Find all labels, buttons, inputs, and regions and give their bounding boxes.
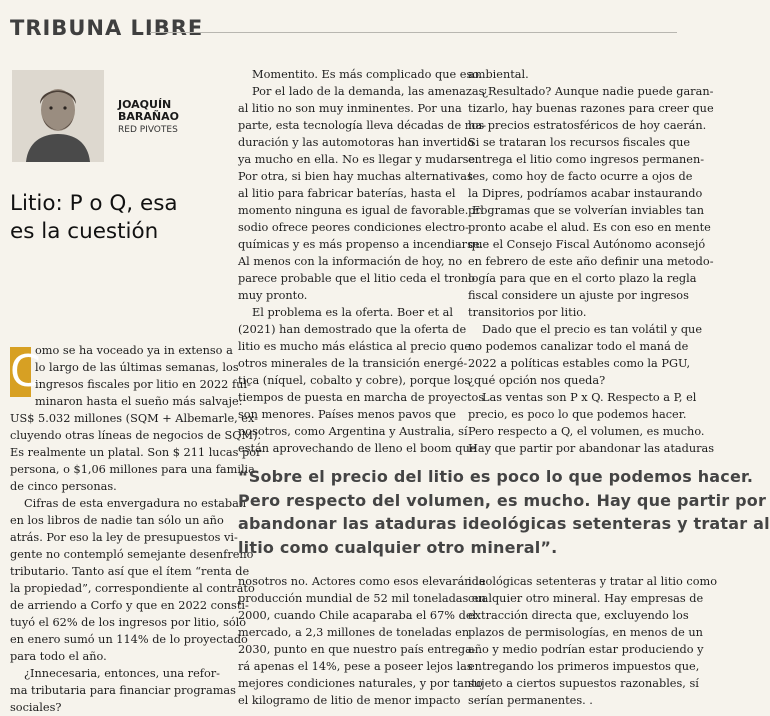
- text-line: parece probable que el litio ceda el trono: [238, 272, 475, 285]
- text-line: cluyendo otras líneas de negocios de SQM).: [10, 429, 262, 442]
- text-line: están aprovechando de lleno el boom que: [238, 442, 477, 455]
- text-line: lo largo de las últimas semanas, los: [35, 361, 239, 374]
- text-line: 2000, cuando Chile acaparaba el 67% del: [238, 609, 477, 622]
- text-line: entrega el litio como ingresos permanen-: [468, 153, 705, 166]
- text-line: duración y las automotoras han invertido: [238, 136, 475, 149]
- text-line: sujeto a ciertos supuestos razonables, sí: [468, 677, 699, 690]
- text-line: Si se trataran los recursos fiscales que: [468, 136, 691, 149]
- text-line: Es realmente un platal. Son $ 211 lucas por: [10, 446, 262, 459]
- text-line: logía para que en el corto plazo la regla: [468, 272, 697, 285]
- text-line: Por otra, si bien hay muchas alternativas: [238, 170, 473, 183]
- pull-quote: [238, 465, 770, 559]
- pull-quote-line: litio como cualquier otro mineral”.: [238, 537, 558, 557]
- text-line: mejores condiciones naturales, y por tanto: [238, 677, 483, 690]
- text-line: 2030, punto en que nuestro país entrega-: [238, 643, 476, 656]
- text-line: pronto acabe el alud. Es con eso en mente: [468, 221, 711, 234]
- pull-quote-line: abandonar las ataduras ideológicas setenteras y tratar al: [238, 514, 770, 533]
- text-line: ¿Resultado? Aunque nadie puede garan-: [482, 85, 714, 98]
- text-line: ma tributaria para financiar programas: [10, 684, 236, 697]
- text-line: de cinco personas.: [10, 480, 117, 493]
- column-3: [468, 66, 714, 457]
- text-line: tes, como hoy de facto ocurre a ojos de: [468, 170, 693, 183]
- text-line: Hay que partir por abandonar las ataduras: [468, 442, 715, 455]
- text-line: el kilogramo de litio de menor impacto: [238, 694, 461, 707]
- text-line: US$ 5.032 millones (SQM + Albemarle, ex-: [10, 412, 258, 425]
- text-line: cualquier otro mineral. Hay empresas de: [468, 592, 704, 605]
- text-line: otros minerales de la transición energé-: [238, 357, 468, 370]
- text-line: minaron hasta el sueño más salvaje:: [35, 395, 243, 408]
- text-line: tizarlo, hay buenas razones para creer que: [468, 102, 714, 115]
- text-line: en febrero de este año definir una metodo-: [468, 255, 714, 268]
- text-line: muy pronto.: [238, 289, 308, 302]
- text-line: Dado que el precio es tan volátil y que: [482, 323, 703, 336]
- text-line: químicas y es más propenso a incendiarse.: [238, 238, 484, 251]
- author-name: [118, 99, 179, 123]
- text-line: al litio para fabricar baterías, hasta el: [238, 187, 456, 200]
- text-line: extracción directa que, excluyendo los: [468, 609, 689, 622]
- text-line: ya mucho en ella. No es llegar y mudarse.: [238, 153, 479, 166]
- text-line: fiscal considere un ajuste por ingresos: [468, 289, 689, 302]
- author-photo: [12, 70, 104, 162]
- text-line: litio es mucho más elástica al precio que: [238, 340, 472, 353]
- text-line: año y medio podrían estar produciendo y: [468, 643, 704, 656]
- text-line: en los libros de nadie tan sólo un año: [10, 514, 224, 527]
- text-line: no podemos canalizar todo el maná de: [468, 340, 689, 353]
- text-line: son menores. Países menos pavos que: [238, 408, 456, 421]
- headline-line: es la cuestión: [10, 219, 159, 244]
- text-line: ideológicas setenteras y tratar al litio como: [468, 575, 718, 588]
- pull-quote-line: “Sobre el precio del litio es poco lo que podemos hacer.: [238, 467, 754, 486]
- text-line: entregando los primeros impuestos que,: [468, 660, 700, 673]
- text-line: Cifras de esta envergadura no estaban: [24, 497, 247, 510]
- column-2: [238, 66, 486, 457]
- text-line: Pero respecto a Q, el volumen, es mucho.: [468, 425, 705, 438]
- text-line: tica (níquel, cobalto y cobre), porque los: [238, 374, 471, 387]
- headline-line: Litio: P o Q, esa: [10, 191, 178, 216]
- text-line: gente no contempló semejante desenfreno: [10, 548, 254, 561]
- text-line: Las ventas son P x Q. Respecto a P, el: [482, 391, 697, 404]
- text-line: Al menos con la información de hoy, no: [238, 255, 463, 268]
- column-3-continued: [468, 573, 717, 709]
- text-line: en enero sumó un 114% de lo proyectado: [10, 633, 248, 646]
- text-line: los precios estratosféricos de hoy caerán.: [468, 119, 707, 132]
- text-line: tiempos de puesta en marcha de proyectos: [238, 391, 485, 404]
- text-line: rá apenas el 14%, pese a poseer lejos las: [238, 660, 473, 673]
- text-line: mercado, a 2,3 millones de toneladas en: [238, 626, 470, 639]
- text-line: la propiedad”, correspondiente al contrato: [10, 582, 255, 595]
- section-title: TRIBUNA LIBRE: [10, 16, 204, 40]
- column-1: [10, 342, 261, 716]
- section-rule: [150, 32, 677, 33]
- text-line: El problema es la oferta. Boer et al: [252, 306, 453, 319]
- drop-cap: C: [10, 346, 41, 397]
- text-line: ¿qué opción nos queda?: [468, 374, 606, 387]
- text-line: Momentito. Es más complicado que eso.: [252, 68, 483, 81]
- text-line: nosotros, como Argentina y Australia, sí: [238, 425, 468, 438]
- pull-quote-line: Pero respecto del volumen, es mucho. Hay que partir por: [238, 490, 767, 510]
- text-line: producción mundial de 52 mil toneladas en: [238, 592, 486, 605]
- text-line: al litio no son muy inminentes. Por una: [238, 102, 462, 115]
- text-line: tuyó el 62% de los ingresos por litio, sólo: [10, 616, 247, 629]
- text-line: 2022 a políticas estables como la PGU,: [468, 357, 691, 370]
- text-line: ambiental.: [468, 68, 529, 81]
- author-last-name: BARAÑAO: [118, 110, 179, 123]
- text-line: transitorios por litio.: [468, 306, 587, 319]
- text-line: omo se ha voceado ya in extenso a: [35, 344, 233, 357]
- text-line: serían permanentes. .: [468, 694, 593, 707]
- text-line: sociales?: [10, 701, 62, 714]
- text-line: Por el lado de la demanda, las amenazas: [252, 85, 485, 98]
- text-line: ingresos fiscales por litio en 2022 ful-: [35, 378, 251, 391]
- text-line: (2021) han demostrado que la oferta de: [238, 323, 467, 336]
- text-line: de arriendo a Corfo y que en 2022 consti-: [10, 599, 249, 612]
- text-line: parte, esta tecnología lleva décadas de ma-: [238, 119, 487, 132]
- text-line: programas que se volverían inviables tan: [468, 204, 705, 217]
- text-line: ¿Innecesaria, entonces, una refor-: [24, 667, 220, 680]
- text-line: sodio ofrece peores condiciones electro-: [238, 221, 469, 234]
- text-line: tributario. Tanto así que el ítem “renta de: [10, 565, 250, 578]
- article-headline: [10, 190, 232, 246]
- text-line: precio, es poco lo que podemos hacer.: [468, 408, 687, 421]
- text-line: que el Consejo Fiscal Autónomo aconsejó: [468, 238, 706, 251]
- text-line: plazos de permisologías, en menos de un: [468, 626, 703, 639]
- text-line: persona, o $1,06 millones para una familia: [10, 463, 255, 476]
- column-2-continued: [238, 573, 486, 709]
- text-line: atrás. Por eso la ley de presupuestos vi-: [10, 531, 238, 544]
- text-line: la Dipres, podríamos acabar instaurando: [468, 187, 703, 200]
- author-first-name: JOAQUÍN: [118, 98, 172, 111]
- text-line: nosotros no. Actores como esos elevarán la: [238, 575, 486, 588]
- text-line: para todo el año.: [10, 650, 107, 663]
- text-line: momento ninguna es igual de favorable. El: [238, 204, 484, 217]
- author-organization: RED PIVOTES: [118, 125, 178, 135]
